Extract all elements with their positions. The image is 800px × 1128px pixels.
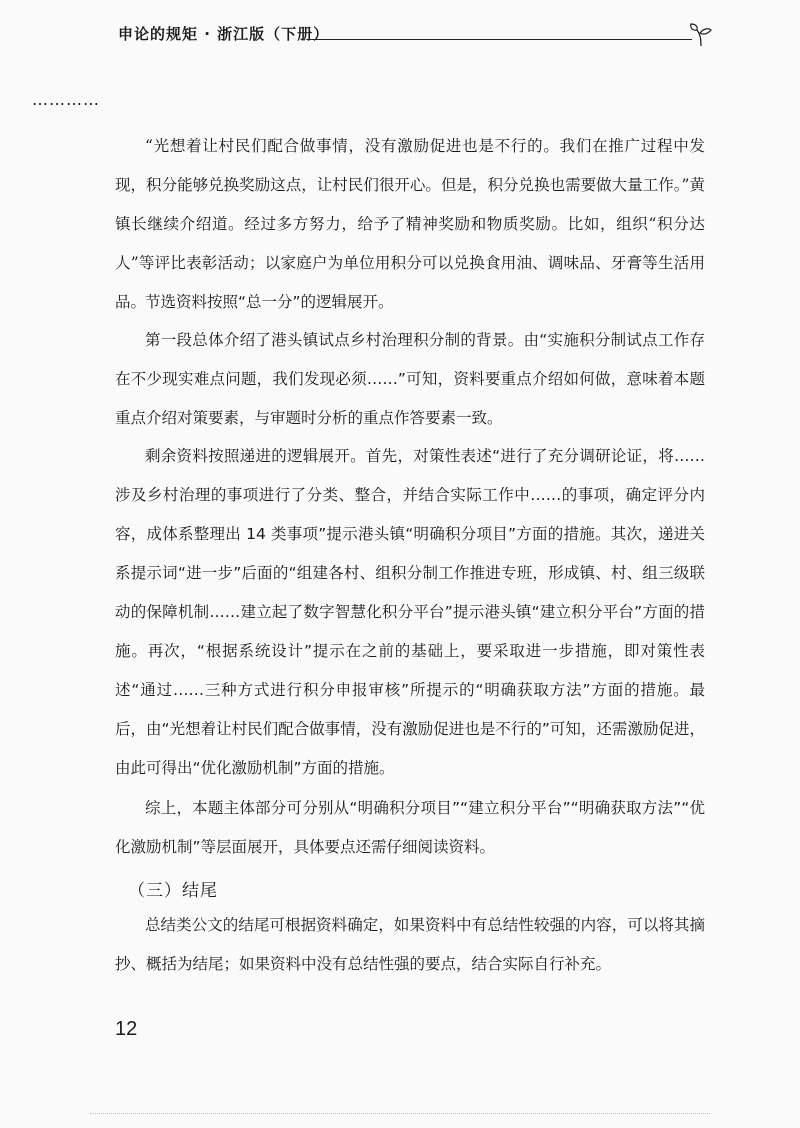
analysis-paragraph-3: 剩余资料按照递进的逻辑展开。首先，对策性表述“进行了充分调研论证，将……涉及乡村治理的事项进行了分类、整合，并结合实际工作中……的事项，确定评分内容，成体系整理出 14 类事项”提示港头镇“明确积分项目”方面的措施。其次，递进关系提示词“进一步”后面的“组建各村、组积分制工作推进专班，形成镇、村、组三级联动的保障机制……建立起了数字智慧化积分平台”提示港头镇“建立积分平台”方面的措施。再次，“根据系统设计”提示在之前的基础上，要采取进一步措施，即对策性表述“通过……三种方式进行积分申报审核”所提示的“明确获取方法”方面的措施。最后，由“光想着让村民们配合做事情，没有激励促进也是不行的”可知，还需激励促进，由此可得出“优化激励机制”方面的措施。 (115, 447, 705, 777)
analysis-paragraph-4: 综上，本题主体部分可分别从“明确积分项目”“建立积分平台”“明确获取方法”“优化激励机制”等层面展开，具体要点还需仔细阅读资料。 (115, 799, 705, 856)
page-number: 12 (115, 1018, 138, 1040)
closing-paragraph: 总结类公文的结尾可根据资料确定，如果资料中有总结性较强的内容，可以将其摘抄、概括为结尾；如果资料中没有总结性强的要点，结合实际自行补充。 (115, 916, 705, 973)
quote-paragraph: “光想着让村民们配合做事情，没有激励促进也是不行的。我们在推广过程中发现，积分能够兑换奖励这点，让村民们很开心。但是，积分兑换也需要做大量工作。”黄镇长继续介绍道。经过多方努力，给予了精神奖励和物质奖励。比如，组织“积分达人”等评比表彰活动；以家庭户为单位用积分可以兑换食用油、调味品、牙膏等生活用品。 (115, 137, 705, 311)
header-rule (308, 39, 692, 40)
running-header (118, 22, 714, 48)
analysis-paragraph-1: 节选资料按照“总一分”的逻辑展开。 (145, 293, 394, 311)
section-heading: （三）结尾 (128, 881, 218, 901)
scan-edge (90, 1113, 710, 1120)
sprout-icon (688, 22, 714, 48)
ellipsis: ………… (32, 90, 100, 109)
analysis-paragraph-2: 第一段总体介绍了港头镇试点乡村治理积分制的背景。由“实施积分制试点工作存在不少现实难点问题，我们发现必须……”可知，资料要重点介绍如何做，意味着本题重点介绍对策要素，与审题时分析的重点作答要素一致。 (115, 331, 705, 427)
book-title: 申论的规矩 · 浙江版（下册） (118, 22, 335, 46)
